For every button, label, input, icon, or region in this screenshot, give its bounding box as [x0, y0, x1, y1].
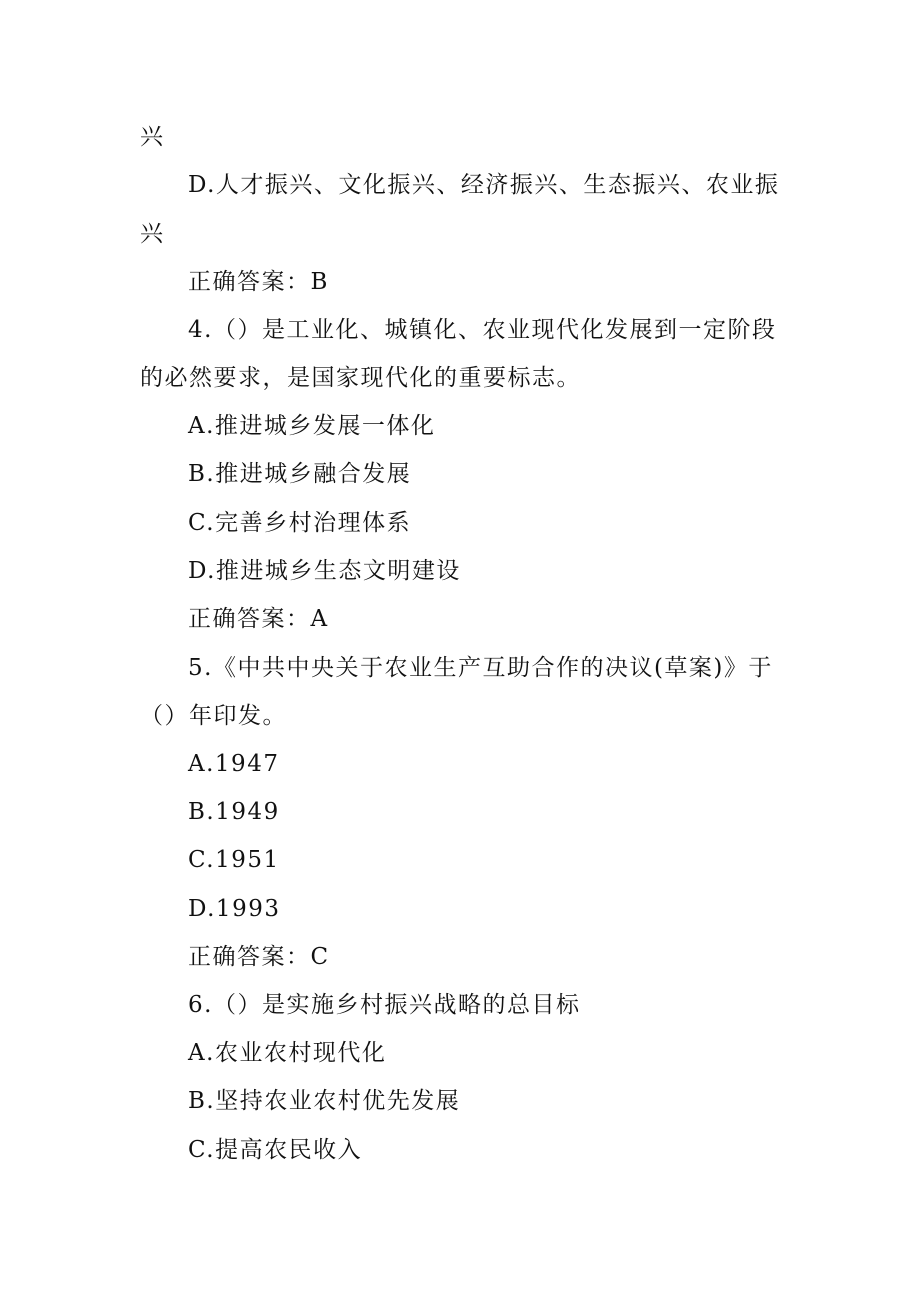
q4-stem-line1: 4.（）是工业化、城镇化、农业现代化发展到一定阶段 [188, 317, 777, 343]
q5-stem-line1: 5.《中共中央关于农业生产互助合作的决议(草案)》于 [188, 655, 773, 681]
q4-option-a: A.推进城乡发展一体化 [188, 413, 436, 439]
q5-stem-line2: （）年印发。 [140, 703, 287, 729]
q4-option-c: C.完善乡村治理体系 [188, 510, 412, 536]
q4-option-b: B.推进城乡融合发展 [188, 461, 412, 487]
q5-option-b: B.1949 [188, 799, 280, 825]
q4-answer: 正确答案：A [188, 606, 329, 632]
q6-option-c: C.提高农民收入 [188, 1137, 363, 1163]
q5-answer: 正确答案：C [188, 944, 330, 970]
q6-option-a: A.农业农村现代化 [188, 1040, 387, 1066]
q6-stem-line1: 6.（）是实施乡村振兴战略的总目标 [188, 992, 581, 1018]
q4-stem-line2: 的必然要求，是国家现代化的重要标志。 [140, 365, 581, 391]
q5-option-a: A.1947 [188, 751, 280, 777]
q5-option-c: C.1951 [188, 847, 280, 873]
q3-answer: 正确答案：B [188, 269, 329, 295]
q6-option-b: B.坚持农业农村优先发展 [188, 1088, 461, 1114]
q3-option-d-line1: D.人才振兴、文化振兴、经济振兴、生态振兴、农业振 [188, 172, 780, 198]
q3-option-c-continuation: 兴 [140, 124, 165, 150]
q3-option-d-line2: 兴 [140, 221, 165, 247]
q5-option-d: D.1993 [188, 896, 281, 922]
q4-option-d: D.推进城乡生态文明建设 [188, 558, 461, 584]
